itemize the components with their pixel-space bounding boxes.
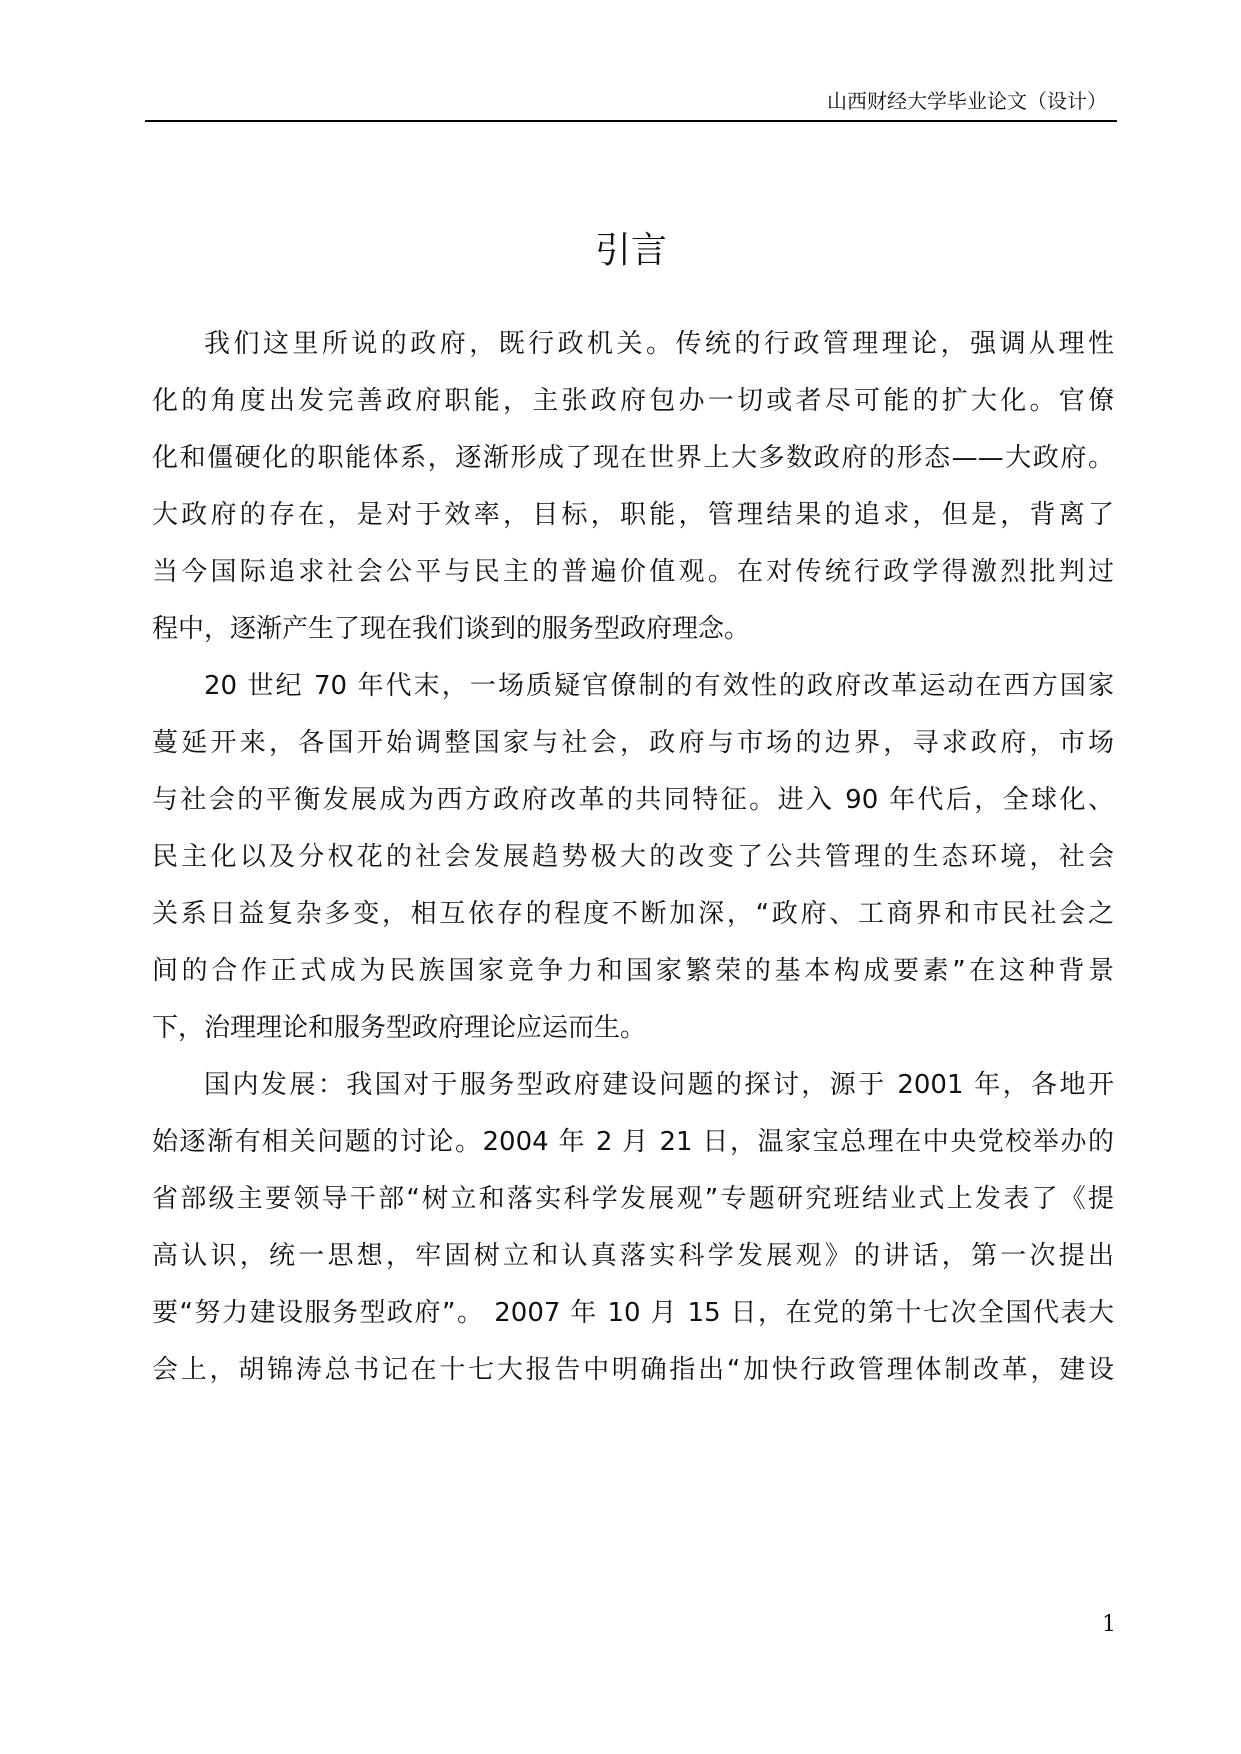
page-number: 1 — [1102, 1612, 1116, 1637]
paragraph-line: 始逐渐有相关问题的讨论。2004 年 2 月 21 日，温家宝总理在中央党校举办的 — [152, 1127, 1114, 1157]
paragraph-line: 化的角度出发完善政府职能，主张政府包办一切或者尽可能的扩大化。官僚 — [152, 386, 1114, 416]
paragraph-line: 我们这里所说的政府，既行政机关。传统的行政管理理论，强调从理性 — [204, 329, 1114, 359]
paragraph-line: 当今国际追求社会公平与民主的普遍价值观。在对传统行政学得激烈批判过 — [152, 557, 1114, 587]
paragraph-line: 高认识，统一思想，牢固树立和认真落实科学发展观》的讲话，第一次提出 — [152, 1241, 1114, 1271]
paragraph-line: 民主化以及分权花的社会发展趋势极大的改变了公共管理的生态环境，社会 — [152, 842, 1114, 872]
paragraph-line: 省部级主要领导干部“树立和落实科学发展观”专题研究班结业式上发表了《提 — [152, 1184, 1114, 1214]
paragraph — [152, 658, 1114, 1057]
paragraph-line: 间的合作正式成为民族国家竞争力和国家繁荣的基本构成要素”在这种背景 — [152, 956, 1114, 986]
page-title: 引言 — [594, 230, 667, 272]
paragraph-line: 与社会的平衡发展成为西方政府改革的共同特征。进入 90 年代后，全球化、 — [152, 785, 1114, 815]
paragraph — [152, 1057, 1114, 1399]
paragraph-line: 蔓延开来，各国开始调整国家与社会，政府与市场的边界，寻求政府，市场 — [152, 728, 1114, 758]
paragraph-line: 大政府的存在，是对于效率，目标，职能，管理结果的追求，但是，背离了 — [152, 500, 1114, 530]
paragraph-line: 20 世纪 70 年代末，一场质疑官僚制的有效性的政府改革运动在西方国家 — [204, 671, 1114, 701]
paragraph-line: 关系日益复杂多变，相互依存的程度不断加深，“政府、工商界和市民社会之 — [152, 899, 1114, 929]
paragraph-line: 要“努力建设服务型政府”。 2007 年 10 月 15 日，在党的第十七次全国代表大 — [152, 1298, 1114, 1328]
paragraph-line: 国内发展：我国对于服务型政府建设问题的探讨，源于 2001 年，各地开 — [204, 1070, 1114, 1100]
paragraph-line: 下，治理理论和服务型政府理论应运而生。 — [152, 1013, 647, 1043]
paragraph — [152, 316, 1114, 658]
paragraph-line: 会上，胡锦涛总书记在十七大报告中明确指出“加快行政管理体制改革，建设 — [152, 1355, 1114, 1385]
paragraph-line: 程中，逐渐产生了现在我们谈到的服务型政府理念。 — [152, 614, 751, 644]
paragraph-line: 化和僵硬化的职能体系，逐渐形成了现在世界上大多数政府的形态——大政府。 — [152, 443, 1114, 473]
page-header — [145, 86, 1117, 122]
header-text: 山西财经大学毕业论文（设计） — [827, 89, 1107, 113]
document-body — [152, 316, 1114, 1399]
